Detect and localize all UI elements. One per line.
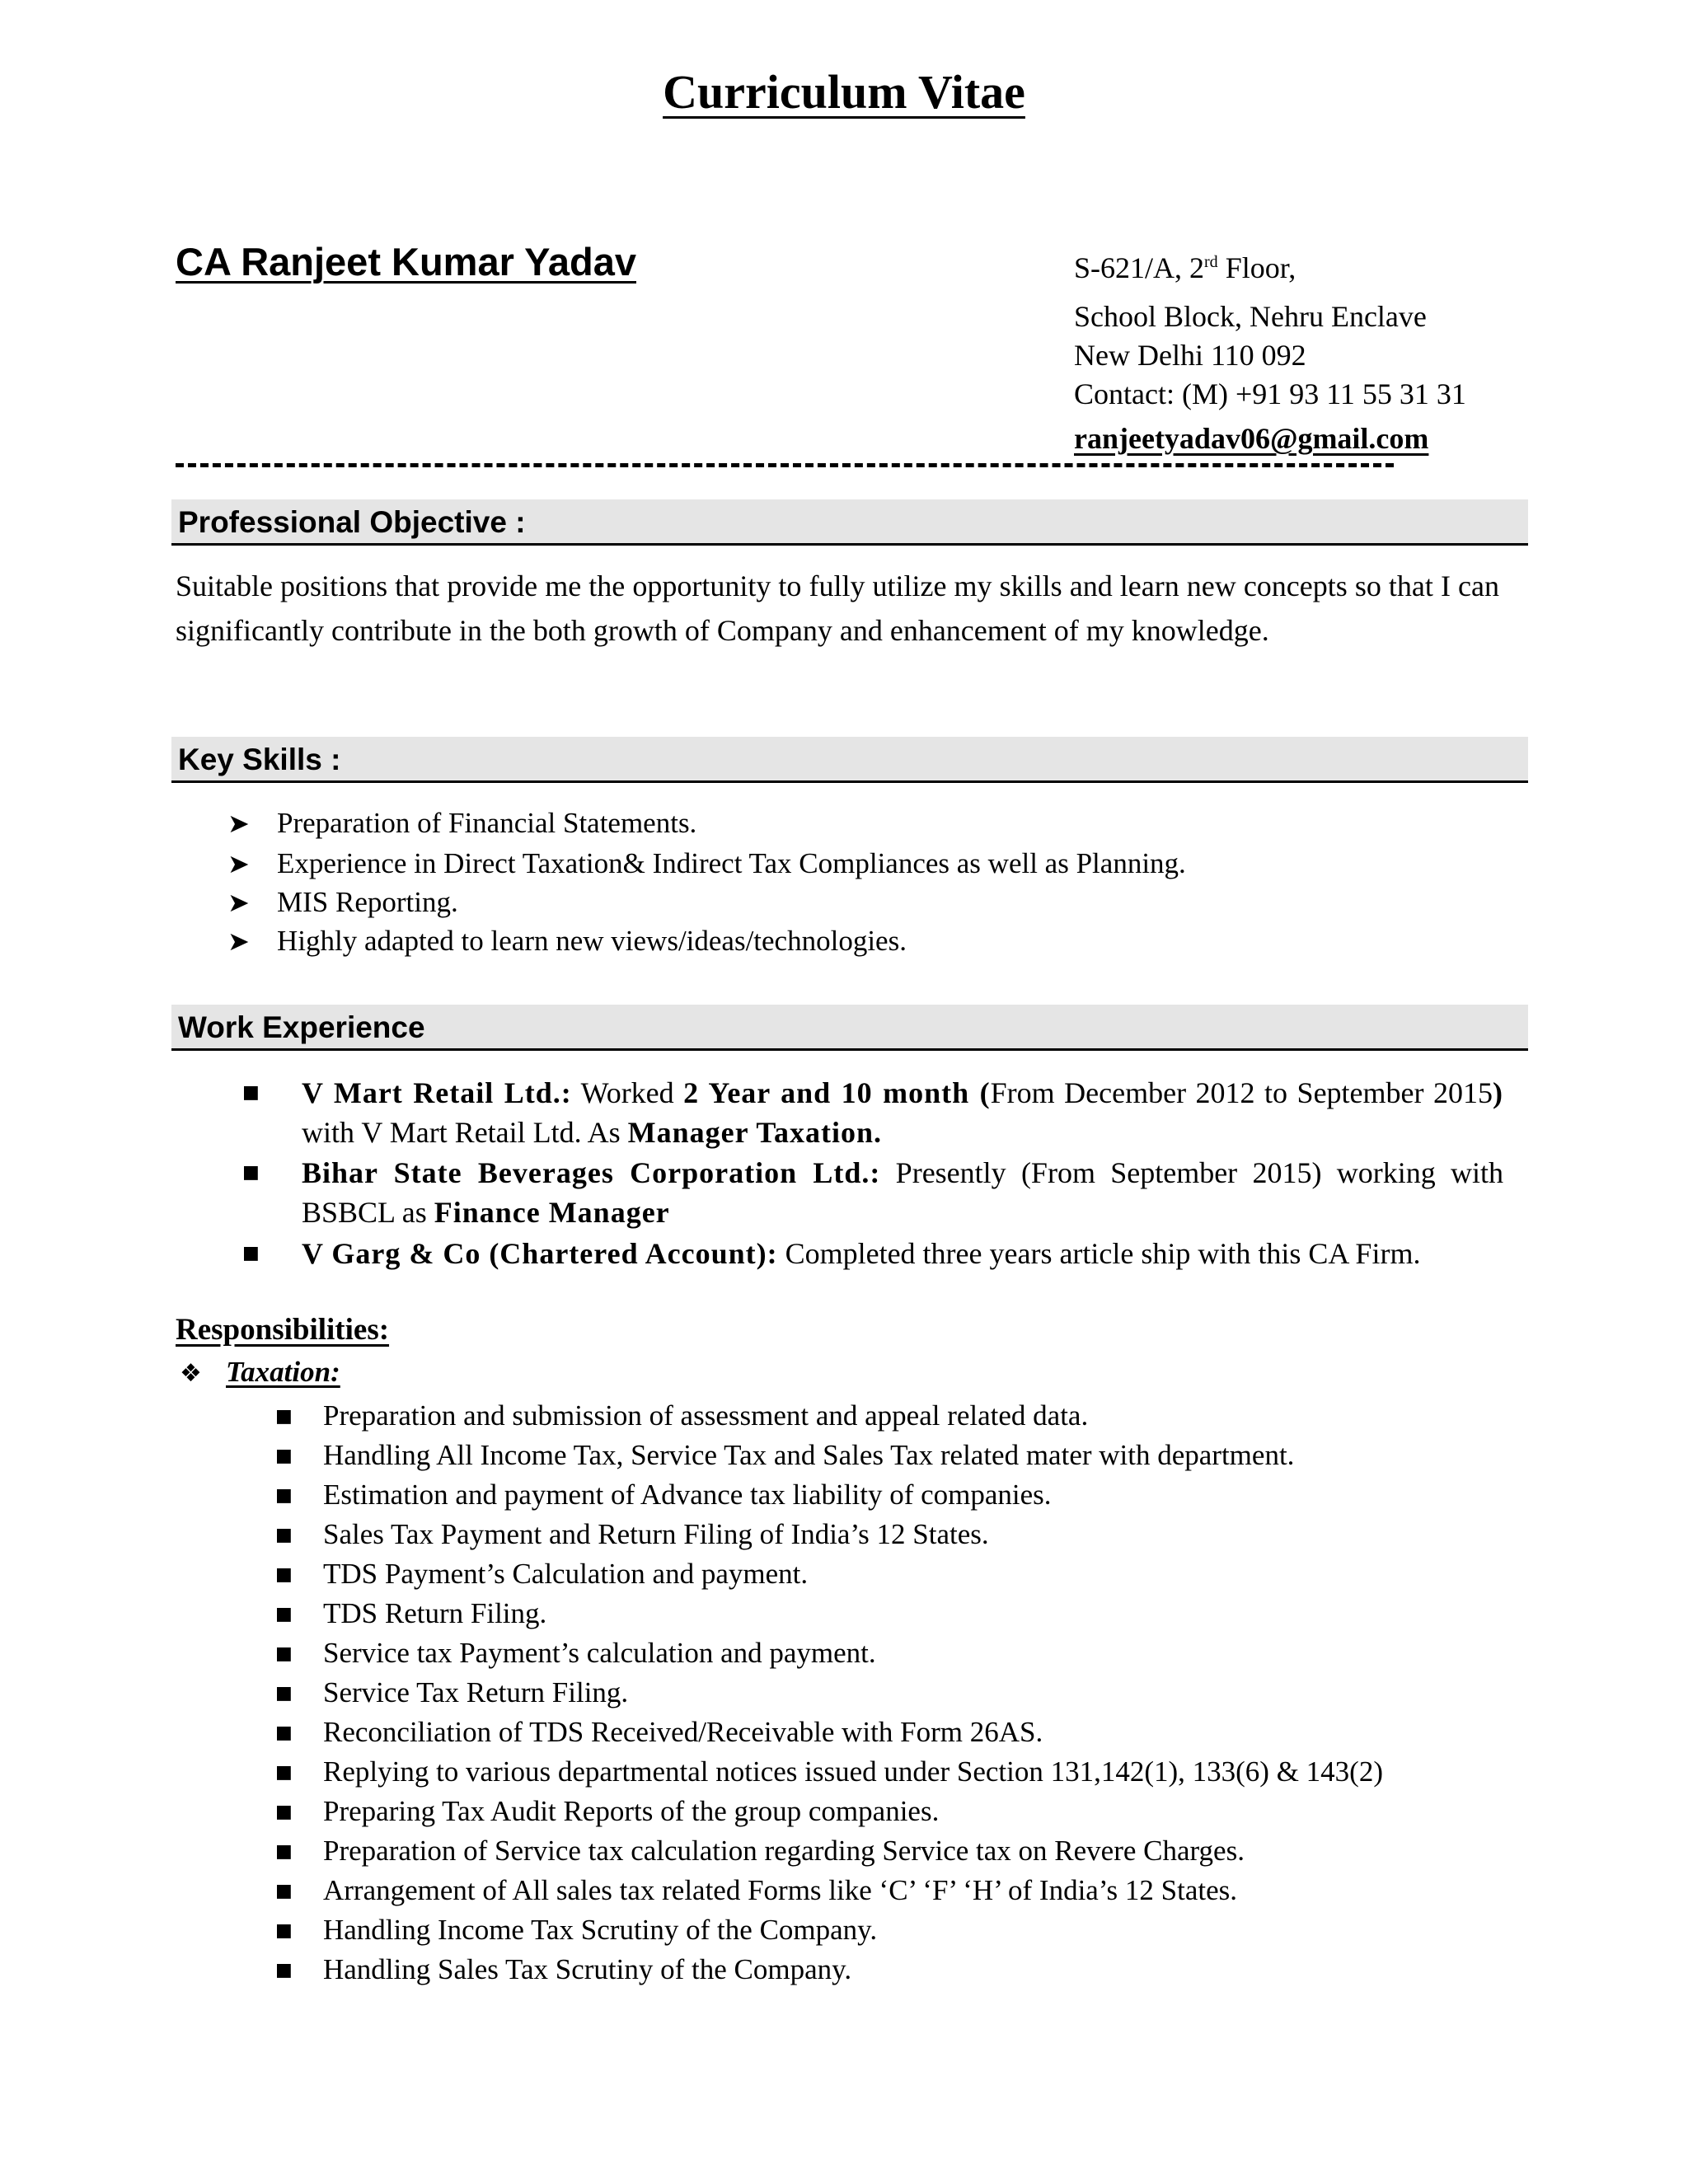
arrowhead-bullet-icon: ➤	[227, 848, 250, 879]
skill-item	[227, 921, 907, 961]
task-item	[275, 1515, 989, 1555]
task-item	[275, 1910, 877, 1951]
square-bullet-icon: ■	[275, 1604, 293, 1624]
address-line-2: School Block, Nehru Enclave	[1074, 300, 1427, 333]
work-company: Bihar State Beverages Corporation Ltd.:	[302, 1156, 881, 1189]
task-item	[275, 1713, 1043, 1753]
work-text: with V Mart Retail Ltd. As	[302, 1116, 628, 1149]
task-item	[275, 1792, 939, 1832]
skill-item	[227, 804, 696, 843]
task-text: Preparing Tax Audit Reports of the group companies.	[323, 1795, 940, 1827]
dashed-divider	[176, 463, 1394, 467]
document-title: Curriculum Vitae	[663, 65, 1025, 119]
task-item	[275, 1673, 628, 1713]
skill-text: MIS Reporting.	[277, 886, 458, 918]
square-bullet-icon: ■	[275, 1683, 293, 1704]
taxation-label: Taxation:	[226, 1356, 340, 1388]
work-company: V Garg & Co (Chartered Account):	[302, 1237, 778, 1270]
square-bullet-icon: ■	[275, 1881, 293, 1901]
contact-phone: Contact: (M) +91 93 11 55 31 31	[1074, 377, 1466, 410]
square-bullet-icon: ■	[242, 1082, 260, 1103]
square-bullet-icon: ■	[275, 1920, 293, 1941]
taxation-subheading	[180, 1356, 340, 1389]
task-item	[275, 1396, 1088, 1436]
address-line-1-sup: rd	[1204, 253, 1218, 271]
square-bullet-icon: ■	[275, 1485, 293, 1506]
task-text: Estimation and payment of Advance tax liability of companies.	[323, 1479, 1052, 1511]
task-item	[275, 1633, 876, 1674]
skill-text: Preparation of Financial Statements.	[277, 807, 697, 839]
task-text: Handling Income Tax Scrutiny of the Company.	[323, 1914, 878, 1946]
candidate-name: CA Ranjeet Kumar Yadav	[176, 240, 636, 284]
square-bullet-icon: ■	[275, 1643, 293, 1664]
section-heading-skills: Key Skills :	[171, 737, 1528, 783]
work-item	[242, 1153, 1503, 1232]
task-item	[275, 1752, 1383, 1793]
task-text: Sales Tax Payment and Return Filing of India’s 12 States.	[323, 1518, 989, 1550]
task-text: Arrangement of All sales tax related Forms like ‘C’ ‘F’ ‘H’ of India’s 12 States.	[323, 1874, 1238, 1906]
task-item	[275, 1436, 1294, 1476]
task-item	[275, 1594, 546, 1634]
task-text: TDS Payment’s Calculation and payment.	[323, 1558, 809, 1590]
task-item	[275, 1475, 1052, 1516]
skill-text: Experience in Direct Taxation& Indirect Tax Compliances as well as Planning.	[277, 847, 1186, 879]
work-item	[242, 1073, 1503, 1152]
arrowhead-bullet-icon: ➤	[227, 808, 250, 839]
square-bullet-icon: ■	[275, 1446, 293, 1466]
task-text: Reconciliation of TDS Received/Receivable with Form 26AS.	[323, 1716, 1043, 1748]
work-company: V Mart Retail Ltd.:	[302, 1076, 572, 1109]
skill-item	[227, 844, 1186, 883]
arrowhead-bullet-icon: ➤	[227, 887, 250, 918]
section-heading-objective: Professional Objective :	[171, 499, 1528, 546]
task-text: Preparation and submission of assessment and appeal related data.	[323, 1399, 1089, 1432]
task-item	[275, 1554, 808, 1595]
task-text: Service tax Payment’s calculation and payment.	[323, 1637, 876, 1669]
work-text: )	[1493, 1076, 1503, 1109]
square-bullet-icon: ■	[242, 1162, 260, 1183]
work-text: Presently (From September 2015) working with BSBCL as	[302, 1156, 1503, 1229]
work-text: Completed three years article ship with this CA Firm.	[777, 1237, 1421, 1270]
skill-item	[227, 883, 458, 922]
task-text: Handling All Income Tax, Service Tax and Sales Tax related mater with department.	[323, 1439, 1295, 1471]
work-text: Worked	[571, 1076, 684, 1109]
work-item	[242, 1234, 1503, 1273]
work-duration: 2 Year and 10 month (	[683, 1076, 991, 1109]
square-bullet-icon: ■	[242, 1243, 260, 1263]
task-text: Service Tax Return Filing.	[323, 1676, 629, 1708]
task-text: TDS Return Filing.	[323, 1597, 547, 1629]
square-bullet-icon: ■	[275, 1841, 293, 1862]
address-line-1-text: S-621/A, 2	[1074, 251, 1205, 284]
section-heading-work: Work Experience	[171, 1005, 1528, 1051]
square-bullet-icon: ■	[275, 1960, 293, 1980]
square-bullet-icon: ■	[275, 1406, 293, 1427]
square-bullet-icon: ■	[275, 1564, 293, 1585]
task-item	[275, 1950, 851, 1990]
work-role: Finance Manager	[434, 1196, 670, 1229]
task-item	[275, 1871, 1237, 1911]
address-line-1	[1074, 250, 1296, 286]
address-line-3: New Delhi 110 092	[1074, 339, 1306, 372]
square-bullet-icon: ■	[275, 1762, 293, 1783]
square-bullet-icon: ■	[275, 1722, 293, 1743]
work-role: Manager Taxation.	[627, 1116, 883, 1149]
contact-email[interactable]: ranjeetyadav06@gmail.com	[1074, 422, 1429, 455]
objective-paragraph: Suitable positions that provide me the opportunity to fully utilize my skills and learn new concepts so that I can significantly contribute in the both growth of Company and enhancement of my knowledge.	[176, 569, 1499, 647]
task-text: Preparation of Service tax calculation regarding Service tax on Revere Charges.	[323, 1835, 1245, 1867]
task-text: Replying to various departmental notices issued under Section 131,142(1), 133(6) & 143(2)	[323, 1755, 1383, 1788]
square-bullet-icon: ■	[275, 1525, 293, 1545]
task-item	[275, 1831, 1245, 1872]
task-text: Handling Sales Tax Scrutiny of the Company.	[323, 1953, 852, 1985]
square-bullet-icon: ■	[275, 1802, 293, 1822]
responsibilities-heading: Responsibilities:	[176, 1313, 390, 1347]
diamond-bullet-icon: ❖	[180, 1359, 202, 1388]
address-line-1-tail: Floor,	[1217, 251, 1296, 284]
skill-text: Highly adapted to learn new views/ideas/technologies.	[277, 925, 907, 957]
arrowhead-bullet-icon: ➤	[227, 926, 250, 957]
work-text: From December 2012 to September 2015	[990, 1076, 1493, 1109]
